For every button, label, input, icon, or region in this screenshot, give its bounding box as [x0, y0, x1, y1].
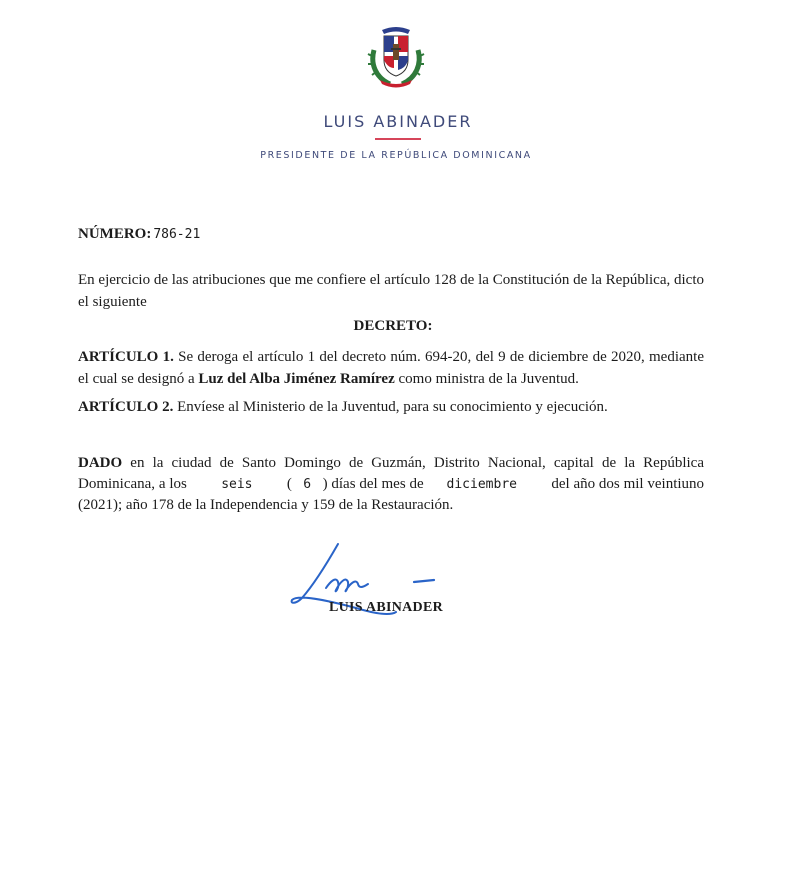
article-2-text: Envíese al Ministerio de la Juventud, para su conocimiento y ejecución.: [173, 399, 608, 415]
day-words: seis: [221, 477, 253, 492]
letterhead-divider: [375, 138, 421, 140]
article-1-text-end: como ministra de la Juventud.: [394, 371, 579, 387]
letterhead-name: LUIS ABINADER: [323, 112, 473, 131]
article-1-label: ARTÍCULO 1.: [78, 349, 174, 365]
given-paragraph: [78, 453, 704, 516]
signer-name: LUIS ABINADER: [329, 600, 443, 615]
paren-close: ): [322, 476, 328, 492]
number-label: NÚMERO:: [78, 226, 152, 242]
given-text-3: del año dos mil veintiuno (2021); año 178 de la Independencia y 159 de la Restauración.: [78, 476, 705, 513]
intro-paragraph: En ejercicio de las atribuciones que me confiere el artículo 128 de la Constitución de la República, dicto el siguiente: [78, 272, 704, 310]
number-value: 786-21: [153, 227, 201, 242]
given-label: DADO: [78, 455, 123, 471]
given-text-2: días del mes de: [327, 476, 428, 492]
coat-of-arms-icon: [360, 20, 432, 92]
article-2: [78, 396, 704, 418]
article-2-label: ARTÍCULO 2.: [78, 399, 174, 415]
month: diciembre: [446, 477, 517, 492]
day-number: 6: [303, 477, 312, 492]
given-text-1: en la ciudad de Santo Domingo de Guzmán, Distrito Nacional, capital de la República Dominicana, a los: [78, 455, 704, 492]
letterhead-subtitle: PRESIDENTE DE LA REPÚBLICA DOMINICANA: [260, 150, 532, 161]
decree-heading: DECRETO:: [353, 318, 433, 334]
designee-name: Luz del Alba Jiménez Ramírez: [198, 371, 395, 387]
decree-number: [78, 226, 200, 243]
paren-open: (: [286, 476, 292, 492]
article-1-text: Se deroga el artículo 1 del decreto núm. 694-20, del 9 de diciembre de 2020, mediante el cual se designó a: [78, 349, 704, 387]
article-1: [78, 346, 704, 390]
